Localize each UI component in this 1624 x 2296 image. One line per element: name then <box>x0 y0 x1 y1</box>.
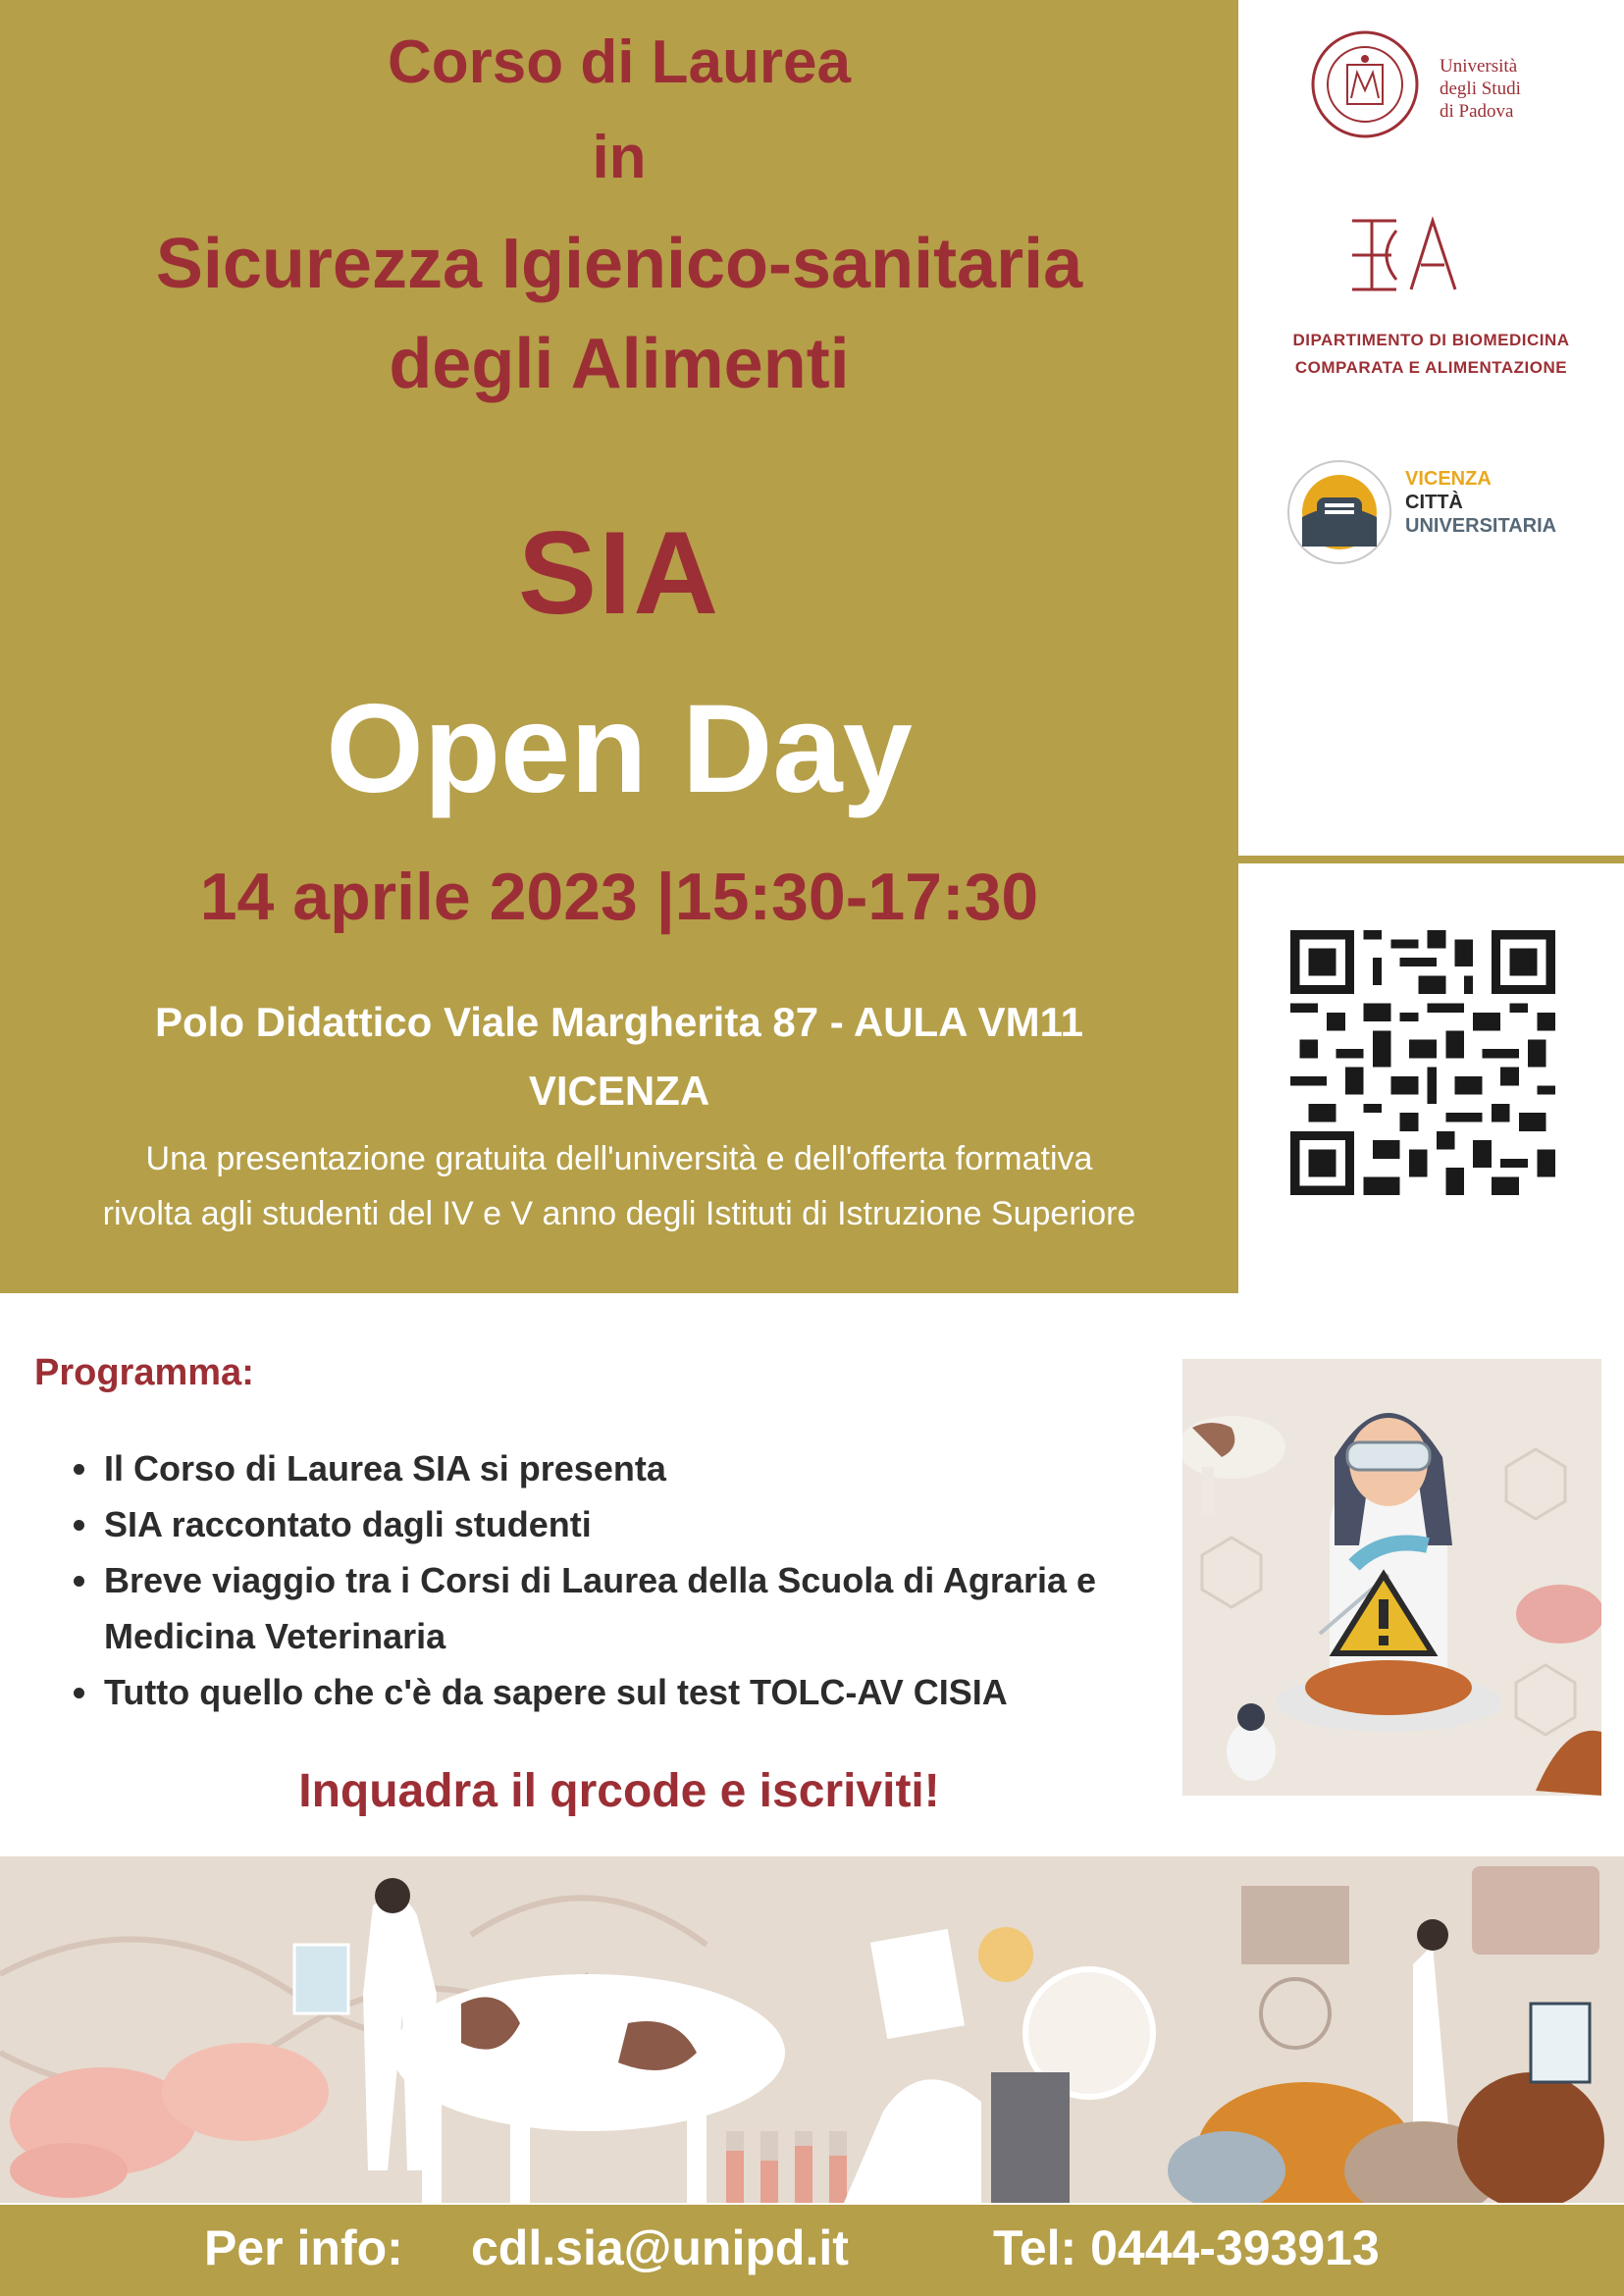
bca-logo-icon <box>1342 211 1465 299</box>
list-item: • Il Corso di Laurea SIA si presenta <box>102 1440 1201 1496</box>
unipd-name-line2: degli Studi <box>1440 78 1521 99</box>
banner-illustration-icon <box>0 1856 1624 2203</box>
event-venue: Polo Didattico Viale Margherita 87 - AULA VM11 <box>154 999 1083 1045</box>
course-name-line2: degli Alimenti <box>389 325 850 403</box>
list-item: • Tutto quello che c'è da sapere sul test TOLC-AV CISIA <box>102 1664 1201 1720</box>
course-label: Corso di Laurea <box>388 28 851 96</box>
footer-email-link[interactable]: cdl.sia@unipd.it <box>471 2220 849 2275</box>
event-title: Open Day <box>326 679 913 819</box>
course-name-line1: Sicurezza Igienico-sanitaria <box>155 225 1083 303</box>
vicenza-seal-icon <box>1285 458 1393 566</box>
unipd-name-line3: di Padova <box>1440 101 1514 122</box>
bca-name <box>1238 327 1624 382</box>
course-acronym: SIA <box>517 507 721 639</box>
program-list <box>61 1440 1201 1720</box>
vicenza-name-line3: UNIVERSITARIA <box>1405 515 1557 537</box>
list-item: • SIA raccontato dagli studenti <box>102 1496 1201 1552</box>
event-description-line1: Una presentazione gratuita dell'università e dell'offerta formativa <box>145 1140 1093 1177</box>
event-city: VICENZA <box>528 1068 710 1114</box>
event-description-line2: rivolta agli studenti del IV e V anno degli Istituti di Istruzione Superiore <box>102 1195 1136 1232</box>
divider <box>1238 856 1624 863</box>
program-title: Programma: <box>34 1352 254 1393</box>
footer-info-label: Per info: <box>204 2220 403 2275</box>
call-to-action: Inquadra il qrcode e iscriviti! <box>298 1765 940 1817</box>
bca-name-line2: COMPARATA E ALIMENTAZIONE <box>1294 358 1568 377</box>
vicenza-name-line2: CITTÀ <box>1405 492 1463 513</box>
unipd-name-line1: Università <box>1440 56 1518 77</box>
bca-name-line1: DIPARTIMENTO DI BIOMEDICINA <box>1292 331 1570 349</box>
list-item: • Breve viaggio tra i Corsi di Laurea della Scuola di Agraria e Medicina Veterinaria <box>102 1552 1201 1664</box>
vicenza-name-line1: VICENZA <box>1405 468 1492 490</box>
footer-phone[interactable]: Tel: 0444-393913 <box>993 2220 1380 2275</box>
event-date-time: 14 aprile 2023 |15:30-17:30 <box>199 860 1039 934</box>
divider <box>0 1287 1238 1293</box>
qr-code-icon[interactable] <box>1290 930 1555 1195</box>
unipd-seal-icon <box>1310 29 1420 139</box>
scientist-illustration-icon <box>1182 1359 1601 1796</box>
unipd-name <box>1440 55 1521 123</box>
course-in: in <box>592 124 647 191</box>
vicenza-name <box>1405 467 1556 538</box>
